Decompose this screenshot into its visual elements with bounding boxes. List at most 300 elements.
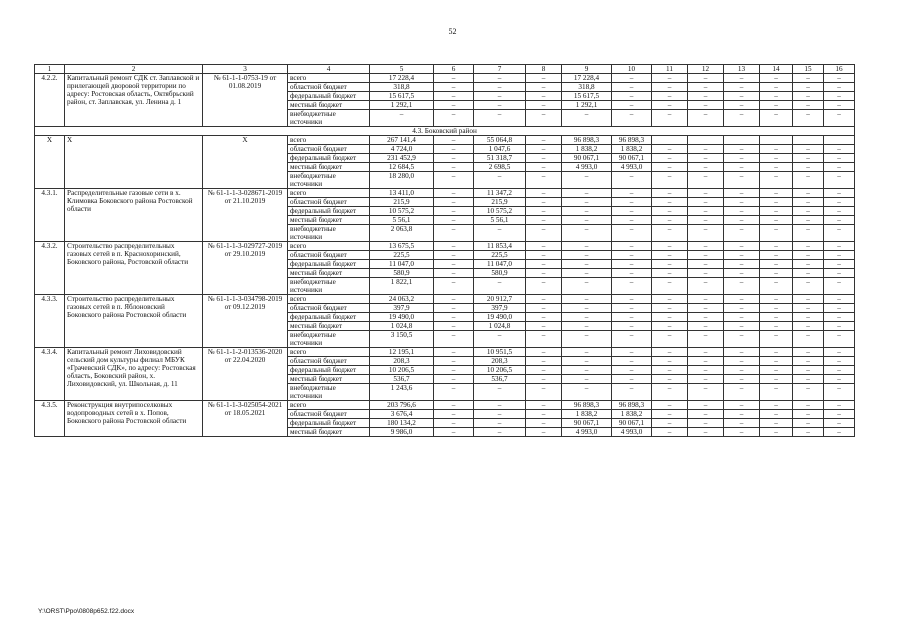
amount-cell: – (434, 295, 474, 304)
amount-cell: – (434, 92, 474, 101)
amount-cell: 11 853,4 (474, 242, 526, 251)
amount-cell: 18 280,0 (370, 172, 434, 189)
amount-cell: – (824, 110, 855, 127)
amount-cell: 5 56,1 (370, 216, 434, 225)
funding-source: местный бюджет (288, 101, 370, 110)
amount-cell: – (652, 163, 688, 172)
amount-cell: – (724, 189, 760, 198)
amount-cell: 536,7 (370, 375, 434, 384)
funding-source: внебюджетные источники (288, 110, 370, 127)
amount-cell: 1 838,2 (612, 145, 652, 154)
amount-cell: – (724, 419, 760, 428)
amount-cell: – (652, 278, 688, 295)
table-row (35, 348, 855, 357)
amount-cell: – (688, 375, 724, 384)
table-row (35, 401, 855, 410)
amount-cell: – (562, 225, 612, 242)
amount-cell: – (793, 83, 824, 92)
amount-cell: – (793, 375, 824, 384)
item-name: Строительство распределительных газовых сетей в п. Яблоновский Боковского района Ростовской области (65, 295, 203, 348)
amount-cell: – (793, 225, 824, 242)
amount-cell (793, 136, 824, 145)
amount-cell: 1 822,1 (370, 278, 434, 295)
amount-cell: – (434, 242, 474, 251)
amount-cell: – (652, 295, 688, 304)
amount-cell (760, 136, 793, 145)
amount-cell: – (824, 145, 855, 154)
amount-cell: 10 575,2 (474, 207, 526, 216)
amount-cell: – (652, 198, 688, 207)
amount-cell: – (724, 145, 760, 154)
column-number: 9 (562, 65, 612, 74)
item-registration: X (203, 136, 288, 189)
amount-cell: – (724, 366, 760, 375)
amount-cell: – (526, 145, 562, 154)
file-path-footer: Y:\ORST\Ppo\0808p652.f22.docx (38, 608, 135, 615)
amount-cell: – (688, 101, 724, 110)
funding-source: федеральный бюджет (288, 207, 370, 216)
amount-cell: – (612, 216, 652, 225)
amount-cell: – (824, 375, 855, 384)
column-number: 15 (793, 65, 824, 74)
amount-cell: – (724, 154, 760, 163)
amount-cell: 3 150,5 (370, 331, 434, 348)
amount-cell: – (793, 322, 824, 331)
amount-cell: – (824, 92, 855, 101)
amount-cell: – (824, 207, 855, 216)
amount-cell: – (688, 428, 724, 437)
amount-cell: – (612, 357, 652, 366)
amount-cell: – (474, 278, 526, 295)
amount-cell: – (760, 172, 793, 189)
amount-cell: – (793, 74, 824, 83)
amount-cell: – (434, 419, 474, 428)
amount-cell: – (434, 269, 474, 278)
amount-cell: 4 724,0 (370, 145, 434, 154)
amount-cell: – (688, 304, 724, 313)
amount-cell: – (612, 366, 652, 375)
amount-cell: – (652, 92, 688, 101)
amount-cell: 20 912,7 (474, 295, 526, 304)
amount-cell: – (793, 401, 824, 410)
amount-cell: – (824, 154, 855, 163)
amount-cell: 10 206,5 (370, 366, 434, 375)
amount-cell: – (434, 154, 474, 163)
funding-source: областной бюджет (288, 304, 370, 313)
amount-cell: – (760, 410, 793, 419)
amount-cell: 215,9 (370, 198, 434, 207)
funding-source: федеральный бюджет (288, 154, 370, 163)
column-number: 1 (35, 65, 65, 74)
amount-cell: – (688, 295, 724, 304)
item-name: X (65, 136, 203, 189)
amount-cell: – (434, 304, 474, 313)
amount-cell: – (434, 331, 474, 348)
item-registration: № 61-1-1-0753-19 от 01.08.2019 (203, 74, 288, 127)
amount-cell: 4 993,0 (612, 163, 652, 172)
amount-cell: 1 292,1 (370, 101, 434, 110)
item-registration: № 61-1-1-3-028671-2019 от 21.10.2019 (203, 189, 288, 242)
amount-cell: – (474, 74, 526, 83)
funding-source: внебюджетные источники (288, 225, 370, 242)
amount-cell: – (793, 207, 824, 216)
amount-cell: – (760, 357, 793, 366)
amount-cell: – (824, 251, 855, 260)
amount-cell: – (526, 419, 562, 428)
item-registration: № 61-1-1-3-034798-2019 от 09.12.2019 (203, 295, 288, 348)
amount-cell: – (474, 331, 526, 348)
amount-cell: – (474, 110, 526, 127)
amount-cell: 231 452,9 (370, 154, 434, 163)
amount-cell: – (562, 357, 612, 366)
amount-cell: – (760, 419, 793, 428)
funding-source: внебюджетные источники (288, 172, 370, 189)
amount-cell: – (526, 251, 562, 260)
item-registration: № 61-1-1-3-025054-2021 от 18.05.2021 (203, 401, 288, 437)
amount-cell: – (724, 110, 760, 127)
amount-cell: – (434, 145, 474, 154)
funding-source: федеральный бюджет (288, 313, 370, 322)
amount-cell: – (824, 410, 855, 419)
funding-source: областной бюджет (288, 357, 370, 366)
column-number: 14 (760, 65, 793, 74)
amount-cell: – (526, 92, 562, 101)
amount-cell: – (652, 83, 688, 92)
amount-cell: – (562, 313, 612, 322)
amount-cell: – (824, 401, 855, 410)
amount-cell: 12 195,1 (370, 348, 434, 357)
funding-source: всего (288, 348, 370, 357)
amount-cell: 1 024,8 (370, 322, 434, 331)
funding-source: федеральный бюджет (288, 260, 370, 269)
funding-source: всего (288, 295, 370, 304)
amount-cell: – (652, 366, 688, 375)
amount-cell: – (474, 83, 526, 92)
amount-cell: – (434, 216, 474, 225)
amount-cell: – (724, 83, 760, 92)
amount-cell: – (562, 242, 612, 251)
amount-cell: – (760, 322, 793, 331)
amount-cell: 215,9 (474, 198, 526, 207)
funding-source: областной бюджет (288, 410, 370, 419)
amount-cell: 15 617,5 (562, 92, 612, 101)
amount-cell: – (434, 101, 474, 110)
amount-cell: – (526, 242, 562, 251)
amount-cell: – (526, 428, 562, 437)
amount-cell: – (612, 269, 652, 278)
amount-cell: – (434, 136, 474, 145)
amount-cell: – (793, 278, 824, 295)
amount-cell: – (562, 251, 612, 260)
funding-source: федеральный бюджет (288, 366, 370, 375)
amount-cell: 11 047,0 (370, 260, 434, 269)
amount-cell: – (793, 154, 824, 163)
amount-cell: – (652, 331, 688, 348)
column-number: 3 (203, 65, 288, 74)
amount-cell: – (612, 313, 652, 322)
amount-cell: 13 675,5 (370, 242, 434, 251)
amount-cell: – (434, 172, 474, 189)
funding-source: местный бюджет (288, 163, 370, 172)
amount-cell: – (434, 357, 474, 366)
amount-cell: – (562, 269, 612, 278)
amount-cell: 19 490,0 (474, 313, 526, 322)
column-number: 11 (652, 65, 688, 74)
amount-cell: – (612, 331, 652, 348)
amount-cell: – (526, 163, 562, 172)
amount-cell: – (688, 83, 724, 92)
amount-cell: 267 141,4 (370, 136, 434, 145)
funding-source: областной бюджет (288, 251, 370, 260)
amount-cell: – (474, 401, 526, 410)
amount-cell: – (724, 242, 760, 251)
amount-cell: – (760, 198, 793, 207)
amount-cell: – (526, 101, 562, 110)
amount-cell (652, 136, 688, 145)
amount-cell: – (824, 163, 855, 172)
amount-cell: – (688, 154, 724, 163)
amount-cell: – (824, 74, 855, 83)
amount-cell: – (526, 225, 562, 242)
amount-cell: – (824, 357, 855, 366)
amount-cell: – (526, 375, 562, 384)
amount-cell: – (474, 92, 526, 101)
amount-cell: 208,3 (474, 357, 526, 366)
amount-cell: – (652, 384, 688, 401)
amount-cell: – (526, 189, 562, 198)
amount-cell: – (824, 278, 855, 295)
amount-cell: – (793, 410, 824, 419)
amount-cell: – (760, 428, 793, 437)
amount-cell: 1 047,6 (474, 145, 526, 154)
amount-cell: – (612, 384, 652, 401)
page-number: 52 (448, 27, 457, 36)
amount-cell: – (724, 428, 760, 437)
amount-cell: – (562, 331, 612, 348)
amount-cell: – (760, 251, 793, 260)
amount-cell: – (688, 419, 724, 428)
amount-cell: – (652, 251, 688, 260)
amount-cell: – (760, 278, 793, 295)
amount-cell: – (724, 304, 760, 313)
amount-cell: – (688, 278, 724, 295)
amount-cell: – (724, 269, 760, 278)
amount-cell: 11 047,0 (474, 260, 526, 269)
amount-cell: – (724, 260, 760, 269)
funding-source: областной бюджет (288, 198, 370, 207)
funding-source: всего (288, 189, 370, 198)
funding-source: местный бюджет (288, 216, 370, 225)
amount-cell: – (760, 92, 793, 101)
amount-cell: – (824, 313, 855, 322)
amount-cell: – (474, 419, 526, 428)
amount-cell: – (724, 172, 760, 189)
amount-cell: – (562, 304, 612, 313)
amount-cell: – (824, 295, 855, 304)
table-row (35, 242, 855, 251)
amount-cell: – (793, 110, 824, 127)
amount-cell: – (688, 163, 724, 172)
funding-source: областной бюджет (288, 145, 370, 154)
amount-cell: – (612, 348, 652, 357)
amount-cell: – (793, 384, 824, 401)
amount-cell: – (526, 401, 562, 410)
column-number: 2 (65, 65, 203, 74)
amount-cell: – (793, 366, 824, 375)
section-title: 4.3. Боковский район (35, 127, 855, 136)
amount-cell: – (562, 375, 612, 384)
amount-cell: 180 134,2 (370, 419, 434, 428)
amount-cell: – (688, 92, 724, 101)
amount-cell: – (434, 410, 474, 419)
header-row (35, 65, 855, 74)
amount-cell: – (724, 384, 760, 401)
amount-cell: – (760, 110, 793, 127)
amount-cell: – (526, 331, 562, 348)
amount-cell: – (434, 366, 474, 375)
amount-cell: 397,9 (370, 304, 434, 313)
funding-source: федеральный бюджет (288, 419, 370, 428)
amount-cell: – (724, 207, 760, 216)
amount-cell: – (474, 410, 526, 419)
amount-cell: – (793, 331, 824, 348)
amount-cell: 580,9 (370, 269, 434, 278)
amount-cell: 225,5 (474, 251, 526, 260)
amount-cell: – (612, 295, 652, 304)
amount-cell: – (652, 322, 688, 331)
amount-cell: – (562, 348, 612, 357)
column-number: 5 (370, 65, 434, 74)
amount-cell: – (652, 74, 688, 83)
amount-cell: – (652, 428, 688, 437)
column-number: 6 (434, 65, 474, 74)
amount-cell: 51 318,7 (474, 154, 526, 163)
amount-cell: – (760, 145, 793, 154)
amount-cell: – (760, 74, 793, 83)
item-name: Капитальный ремонт Лиховидовский сельский дом культуры филиал МБУК «Грачевский СДК», по адресу: Ростовская область, Боковский район, х. Лиховидовский, ул. Школьная, д. 11 (65, 348, 203, 401)
amount-cell: – (612, 278, 652, 295)
amount-cell: – (724, 357, 760, 366)
amount-cell: – (760, 366, 793, 375)
amount-cell: 15 617,5 (370, 92, 434, 101)
amount-cell: – (434, 251, 474, 260)
amount-cell: – (760, 348, 793, 357)
amount-cell: – (652, 419, 688, 428)
amount-cell: – (652, 313, 688, 322)
amount-cell: – (824, 172, 855, 189)
amount-cell: – (793, 172, 824, 189)
amount-cell: – (760, 225, 793, 242)
amount-cell: – (526, 207, 562, 216)
funding-source: местный бюджет (288, 269, 370, 278)
amount-cell: – (724, 401, 760, 410)
amount-cell: – (824, 331, 855, 348)
amount-cell: – (688, 74, 724, 83)
amount-cell: – (824, 101, 855, 110)
item-registration: № 61-1-1-2-013536-2020 от 22.04.2020 (203, 348, 288, 401)
amount-cell: – (824, 428, 855, 437)
amount-cell: – (793, 295, 824, 304)
amount-cell: – (760, 295, 793, 304)
funding-source: внебюджетные источники (288, 384, 370, 401)
amount-cell: – (688, 251, 724, 260)
amount-cell: 96 898,3 (562, 401, 612, 410)
amount-cell: – (526, 295, 562, 304)
amount-cell: 580,9 (474, 269, 526, 278)
amount-cell: – (434, 348, 474, 357)
amount-cell: 2 063,8 (370, 225, 434, 242)
amount-cell: – (688, 242, 724, 251)
amount-cell: – (562, 278, 612, 295)
amount-cell: 5 56,1 (474, 216, 526, 225)
amount-cell: – (612, 207, 652, 216)
item-number: 4.2.2. (35, 74, 65, 127)
amount-cell: – (562, 172, 612, 189)
amount-cell: – (688, 198, 724, 207)
amount-cell: – (526, 154, 562, 163)
item-name: Капитальный ремонт СДК ст. Заплавской и прилегающей дворовой территории по адресу: Ростовская область, Октябрьский район, ст. Заплавская, ул. Ленина д. 1 (65, 74, 203, 127)
amount-cell: – (688, 313, 724, 322)
amount-cell: – (793, 357, 824, 366)
amount-cell: – (724, 163, 760, 172)
amount-cell: – (824, 242, 855, 251)
amount-cell: – (526, 366, 562, 375)
amount-cell: – (793, 260, 824, 269)
amount-cell: – (562, 207, 612, 216)
amount-cell: – (793, 92, 824, 101)
funding-source: федеральный бюджет (288, 92, 370, 101)
amount-cell: – (526, 198, 562, 207)
amount-cell: – (824, 322, 855, 331)
amount-cell: – (688, 401, 724, 410)
amount-cell: – (724, 375, 760, 384)
amount-cell: – (434, 428, 474, 437)
column-number: 7 (474, 65, 526, 74)
amount-cell: 90 067,1 (612, 419, 652, 428)
amount-cell: – (562, 189, 612, 198)
amount-cell: 318,8 (370, 83, 434, 92)
amount-cell: – (724, 295, 760, 304)
funding-source: всего (288, 242, 370, 251)
amount-cell: – (760, 384, 793, 401)
amount-cell: – (760, 83, 793, 92)
amount-cell: – (612, 110, 652, 127)
amount-cell: – (724, 322, 760, 331)
amount-cell: – (793, 242, 824, 251)
amount-cell: – (724, 278, 760, 295)
amount-cell: 10 575,2 (370, 207, 434, 216)
amount-cell: – (793, 428, 824, 437)
amount-cell: 3 676,4 (370, 410, 434, 419)
amount-cell: – (824, 189, 855, 198)
amount-cell: – (824, 384, 855, 401)
amount-cell: 90 067,1 (612, 154, 652, 163)
column-number: 4 (288, 65, 370, 74)
amount-cell: – (652, 401, 688, 410)
amount-cell: – (760, 313, 793, 322)
amount-cell: – (652, 225, 688, 242)
amount-cell: – (793, 189, 824, 198)
amount-cell: – (562, 295, 612, 304)
amount-cell: 19 490,0 (370, 313, 434, 322)
amount-cell: 96 898,3 (562, 136, 612, 145)
amount-cell: – (760, 304, 793, 313)
amount-cell: – (612, 83, 652, 92)
amount-cell: 4 993,0 (562, 428, 612, 437)
amount-cell: – (434, 260, 474, 269)
amount-cell: 9 986,0 (370, 428, 434, 437)
amount-cell: – (652, 357, 688, 366)
